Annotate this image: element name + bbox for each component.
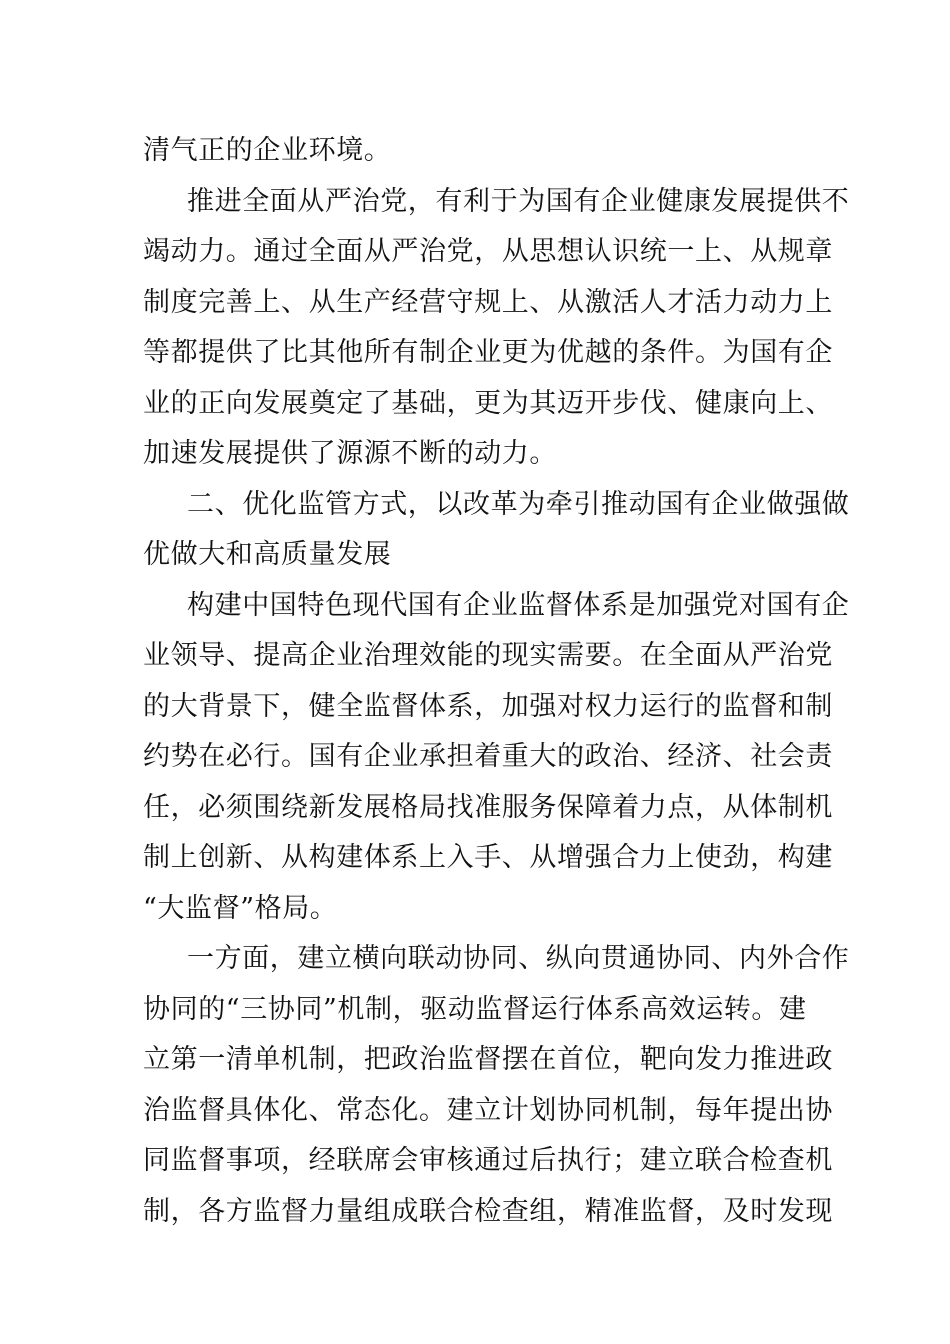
text-line: 业的正向发展奠定了基础，更为其迈开步伐、健康向上、 [143, 387, 833, 419]
text-line: 制度完善上、从生产经营守规上、从激活人才活力动力上 [143, 286, 833, 318]
text-line: “大监督”格局。 [143, 892, 338, 924]
text-line: 任，必须围绕新发展格局找准服务保障着力点，从体制机 [143, 791, 833, 823]
text-line: 约势在必行。国有企业承担着重大的政治、经济、社会责 [143, 741, 833, 772]
text-line: 业领导、提高企业治理效能的现实需要。在全面从严治党 [143, 640, 833, 671]
section-heading-line: 二、优化监管方式，以改革为牵引推动国有企业做强做 [187, 488, 850, 520]
text-line: 等都提供了比其他所有制企业更为优越的条件。为国有企 [143, 337, 833, 368]
section-heading-line: 优做大和高质量发展 [143, 539, 392, 570]
text-line: 的大背景下，健全监督体系，加强对权力运行的监督和制 [143, 690, 833, 722]
text-line: 立第一清单机制，把政治监督摆在首位，靶向发力推进政 [143, 1044, 833, 1075]
text-line: 同监督事项，经联席会审核通过后执行；建立联合检查机 [143, 1145, 833, 1176]
text-line: 加速发展提供了源源不断的动力。 [143, 438, 557, 469]
body-text [143, 126, 850, 1237]
text-line: 协同的“三协同”机制，驱动监督运行体系高效运转。建 [143, 993, 807, 1025]
text-line: 治监督具体化、常态化。建立计划协同机制，每年提出协 [143, 1094, 833, 1126]
text-line: 竭动力。通过全面从严治党，从思想认识统一上、从规章 [143, 236, 833, 267]
text-line: 推进全面从严治党，有利于为国有企业健康发展提供不 [187, 185, 850, 217]
text-line: 制上创新、从构建体系上入手、从增强合力上使劲，构建 [143, 842, 833, 873]
text-line: 构建中国特色现代国有企业监督体系是加强党对国有企 [187, 589, 850, 621]
text-line: 清气正的企业环境。 [143, 135, 392, 166]
text-line: 一方面，建立横向联动协同、纵向贯通协同、内外合作 [187, 943, 850, 974]
text-line: 制，各方监督力量组成联合检查组，精准监督，及时发现 [143, 1195, 833, 1227]
